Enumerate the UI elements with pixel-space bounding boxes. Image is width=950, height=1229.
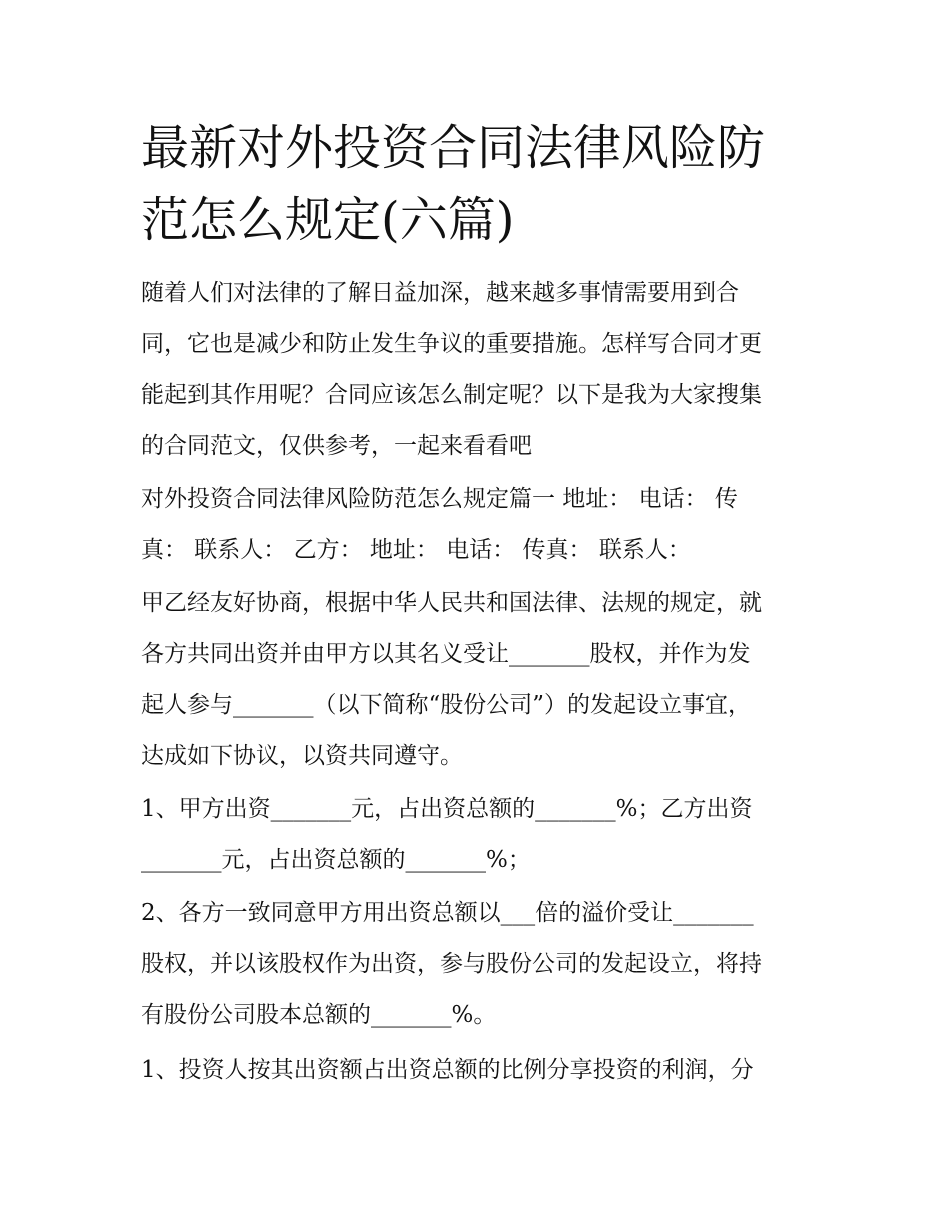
text-line: 能起到其作用呢？合同应该怎么制定呢？以下是我为大家搜集 bbox=[141, 382, 762, 408]
text-line: 甲乙经友好协商，根据中华人民共和国法律、法规的规定，就 bbox=[141, 590, 762, 616]
text-line: 各方共同出资并由甲方以其名义受让_______股权，并作为发 bbox=[141, 641, 751, 667]
text-line: 对外投资合同法律风险防范怎么规定篇一 地址： 电话： 传 bbox=[141, 486, 738, 512]
clause-1-profit-share bbox=[141, 1045, 813, 1096]
text-line: 真： 联系人： 乙方： 地址： 电话： 传真： 联系人： bbox=[141, 537, 691, 563]
text-line: 达成如下协议，以资共同遵守。 bbox=[141, 743, 463, 769]
agreement-paragraph bbox=[141, 578, 813, 782]
title-line: 范怎么规定(六篇) bbox=[141, 192, 515, 248]
intro-paragraph bbox=[141, 268, 813, 472]
text-line: 有股份公司股本总额的_______%。 bbox=[141, 1002, 497, 1028]
text-line: 1、投资人按其出资额占出资总额的比例分享投资的利润，分 bbox=[141, 1057, 754, 1083]
text-line: 随着人们对法律的了解日益加深，越来越多事情需要用到合 bbox=[141, 280, 739, 306]
text-line: 股权，并以该股权作为出资，参与股份公司的发起设立，将持 bbox=[141, 951, 762, 977]
text-line: 同，它也是减少和防止发生争议的重要措施。怎样写合同才更 bbox=[141, 331, 762, 357]
clause-1-contribution bbox=[141, 784, 813, 886]
text-line: 起人参与_______（以下简称“股份公司”）的发起设立事宜， bbox=[141, 692, 752, 718]
clause-2-premium bbox=[141, 888, 813, 1041]
text-line: 2、各方一致同意甲方用出资总额以___倍的溢价受让_______ bbox=[141, 900, 754, 926]
text-line: 的合同范文，仅供参考，一起来看看吧 bbox=[141, 433, 532, 459]
text-line: _______元，占出资总额的_______%； bbox=[141, 847, 531, 873]
parties-paragraph bbox=[141, 474, 813, 576]
text-line: 1、甲方出资_______元，占出资总额的_______%；乙方出资 bbox=[141, 796, 753, 822]
title-line: 最新对外投资合同法律风险防 bbox=[141, 120, 766, 176]
document-content bbox=[141, 112, 813, 1096]
document-title bbox=[141, 112, 813, 256]
